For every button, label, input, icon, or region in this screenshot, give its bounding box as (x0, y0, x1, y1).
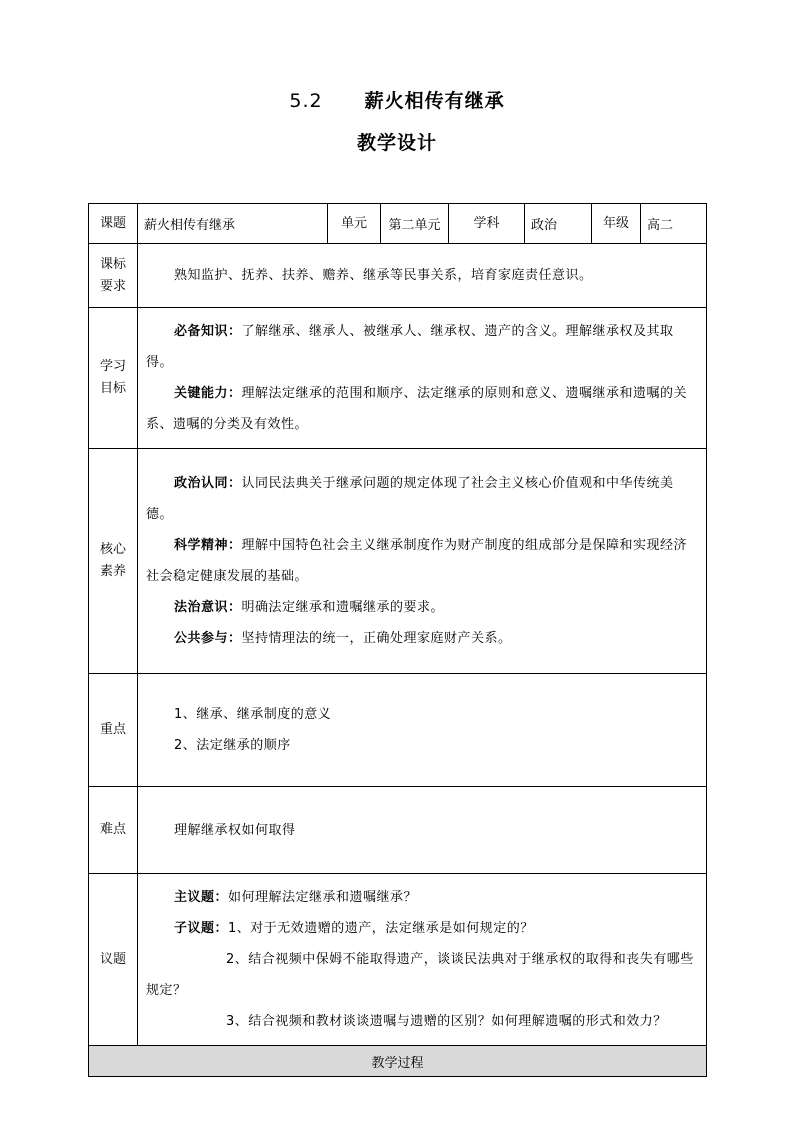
info-row (89, 204, 707, 244)
standard-label-line2: 要求 (99, 278, 126, 294)
key-points-label: 重点 (89, 674, 138, 787)
objective-ability-text: 理解法定继承的范围和顺序、法定继承的原则和意义、遗嘱继承和遗嘱的关系、遗嘱的分类及有效性。 (146, 386, 688, 432)
grade-value: 高二 (641, 204, 707, 244)
key-point-item: 1、继承、继承制度的意义 (174, 707, 332, 722)
literacy-science-key: 科学精神： (174, 538, 242, 553)
literacy-science-text: 理解中国特色社会主义继承制度作为财产制度的组成部分是保障和实现经济社会稳定健康发展的基础。 (146, 538, 688, 584)
sub-issue-2: 2、结合视频中保姆不能取得遗产，谈谈民法典对于继承权的取得和丧失有哪些规定？ (146, 952, 694, 998)
key-points-cell (138, 674, 707, 787)
standard-label (89, 244, 138, 308)
topic-value: 薪火相传有继承 (138, 204, 328, 244)
literacy-political-text: 认同民法典关于继承问题的规定体现了社会主义核心价值观和中华传统美德。 (146, 476, 674, 522)
objectives-row (89, 308, 707, 449)
objective-ability-key: 关键能力： (174, 386, 242, 401)
objective-ability (146, 378, 700, 440)
issues-cell (138, 874, 707, 1046)
difficulty-label: 难点 (89, 787, 138, 874)
key-point-item: 2、法定继承的顺序 (174, 738, 291, 753)
sub-issue-3: 3、结合视频和教材谈谈遗嘱与遗赠的区别？如何理解遗嘱的形式和效力？ (226, 1014, 667, 1029)
main-issue-key: 主议题： (174, 890, 229, 905)
document-title (0, 86, 794, 113)
unit-label: 单元 (328, 204, 381, 244)
process-header: 教学过程 (89, 1046, 707, 1077)
sub-issue-1 (146, 913, 700, 944)
grade-label: 年级 (592, 204, 641, 244)
sub-issue-key: 子议题： (174, 921, 229, 936)
sub-issue-1-text: 1、对于无效遗赠的遗产，法定继承是如何规定的？ (228, 921, 534, 936)
standard-row (89, 244, 707, 308)
standard-text: 熟知监护、抚养、扶养、赡养、继承等民事关系，培育家庭责任意识。 (174, 268, 593, 283)
objective-knowledge-key: 必备知识： (174, 324, 242, 339)
subject-label: 学科 (449, 204, 525, 244)
difficulty-row (89, 787, 707, 874)
objectives-cell (138, 308, 707, 449)
literacy-label-line2: 素养 (99, 564, 126, 579)
topic-label: 课题 (89, 204, 138, 244)
difficulty-text: 理解继承权如何取得 (174, 822, 296, 838)
literacy-law-text: 明确法定继承和遗嘱继承的要求。 (241, 600, 445, 615)
literacy-political (146, 468, 700, 530)
lesson-title: 薪火相传有继承 (364, 90, 505, 112)
literacy-political-key: 政治认同： (174, 476, 242, 491)
literacy-law (146, 592, 700, 623)
difficulty-cell (138, 787, 707, 874)
literacy-participation-text: 坚持情理法的统一，正确处理家庭财产关系。 (241, 631, 512, 646)
standard-label-line1: 课标 (99, 256, 126, 272)
issues-label: 议题 (89, 874, 138, 1046)
literacy-participation-key: 公共参与： (174, 631, 242, 646)
key-points-row (89, 674, 707, 787)
unit-value: 第二单元 (381, 204, 449, 244)
objective-knowledge-text: 了解继承、继承人、被继承人、继承权、遗产的含义。理解继承权及其取得。 (146, 324, 674, 370)
objective-knowledge (146, 316, 700, 378)
literacy-label-line1: 核心 (99, 542, 126, 557)
literacy-label (89, 449, 138, 674)
subject-value: 政治 (525, 204, 592, 244)
standard-text-cell (138, 244, 707, 308)
literacy-science (146, 530, 700, 592)
main-issue-text: 如何理解法定继承和遗嘱继承？ (228, 890, 418, 905)
document-subtitle: 教学设计 (356, 132, 437, 154)
objectives-label-line1: 学习 (99, 359, 126, 374)
objectives-label-line2: 目标 (99, 381, 126, 396)
issues-row (89, 874, 707, 1046)
process-row (89, 1046, 707, 1077)
literacy-cell (138, 449, 707, 674)
literacy-participation (146, 623, 700, 654)
objectives-label (89, 308, 138, 449)
main-issue (146, 882, 700, 913)
literacy-law-key: 法治意识： (174, 600, 242, 615)
literacy-row (89, 449, 707, 674)
lesson-number: 5.2 (289, 90, 323, 112)
lesson-plan-table (88, 203, 707, 1077)
